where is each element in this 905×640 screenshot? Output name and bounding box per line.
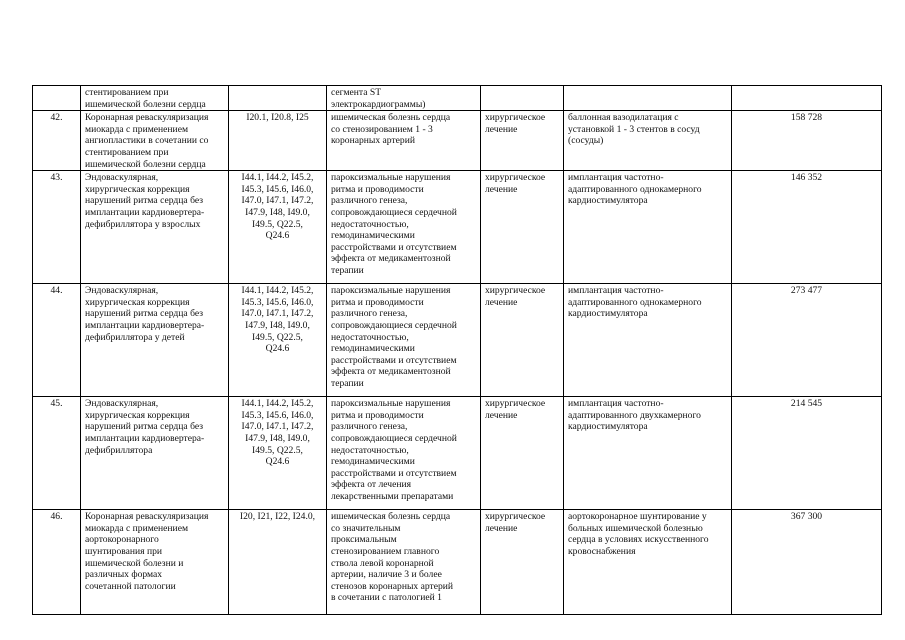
patient-model-line: ритма и проводимости — [331, 183, 424, 195]
treatment-method-cell — [564, 171, 732, 284]
treatment-method-line: имплантация частотно- — [568, 172, 664, 184]
row-number-cell — [33, 86, 81, 111]
treatment-method-line: имплантация частотно- — [568, 398, 664, 410]
icd-codes-line: I47.0, I47.1, I47.2, — [241, 195, 314, 207]
patient-model-cell — [327, 171, 481, 284]
medical-services-table — [32, 85, 882, 615]
patient-model-line: пароксизмальные нарушения — [331, 398, 451, 410]
patient-model-line: расстройствами и отсутствием — [331, 241, 457, 253]
patient-model-line: гемодинамическими — [331, 230, 415, 242]
treatment-method-line: кровоснабжения — [568, 545, 636, 557]
table-row — [33, 86, 882, 111]
icd-codes-line: I44.1, I44.2, I45.2, — [241, 285, 314, 297]
patient-model-line: эффекта от медикаментозной — [331, 366, 451, 378]
service-name-line: Коронарная реваскуляризация — [85, 511, 209, 523]
treatment-type-line: лечение — [485, 522, 518, 534]
treatment-type-line: лечение — [485, 183, 518, 195]
row-number-text: 43. — [50, 172, 63, 184]
service-name-line: сочетанной патологии — [85, 580, 176, 592]
table-row — [33, 510, 882, 615]
icd-codes-cell — [229, 86, 327, 111]
treatment-method-cell — [564, 284, 732, 397]
icd-codes-line: I45.3, I45.6, I46.0, — [241, 409, 314, 421]
service-name-line: стентированием при — [85, 87, 169, 98]
treatment-method-cell — [564, 86, 732, 111]
service-name-cell — [81, 397, 229, 510]
service-name-line: ангиопластики в сочетании со — [85, 135, 209, 147]
treatment-method-line: адаптированного двухкамерного — [568, 409, 701, 421]
patient-model-line: в сочетании с патологией 1 — [331, 592, 442, 604]
service-name-line: имплантации кардиовертера- — [85, 206, 205, 218]
service-name-line: миокарда с применением — [85, 123, 189, 135]
patient-model-line: эффекта от медикаментозной — [331, 253, 451, 265]
service-name-line: имплантации кардиовертера- — [85, 319, 205, 331]
cost-cell — [732, 171, 882, 284]
patient-model-line: ишемическая болезнь сердца — [331, 511, 451, 523]
cost-cell — [732, 86, 882, 111]
cost-cell — [732, 397, 882, 510]
treatment-method-line: адаптированного однокамерного — [568, 183, 702, 195]
service-name-line: Эндоваскулярная, — [85, 172, 159, 184]
treatment-method-line: кардиостимулятора — [568, 308, 648, 320]
treatment-type-line: лечение — [485, 123, 518, 135]
service-name-line: стентированием при — [85, 146, 169, 158]
service-name-line: хирургическая коррекция — [85, 183, 190, 195]
service-name-line: хирургическая коррекция — [85, 409, 190, 421]
icd-codes-cell — [229, 111, 327, 171]
treatment-type-line: хирургическое — [485, 511, 546, 523]
icd-codes-line: Q24.6 — [265, 230, 290, 242]
treatment-method-line: кардиостимулятора — [568, 195, 648, 207]
patient-model-line: стенозированием главного — [331, 545, 440, 557]
service-name-line: ишемической болезни и — [85, 557, 184, 569]
treatment-method-line: адаптированного однокамерного — [568, 296, 702, 308]
service-name-line: Эндоваскулярная, — [85, 398, 159, 410]
icd-codes-line: I20, I21, I22, I24.0, — [239, 511, 316, 523]
row-number-cell — [33, 397, 81, 510]
patient-model-line: различного генеза, — [331, 421, 408, 433]
patient-model-line: пароксизмальные нарушения — [331, 172, 451, 184]
patient-model-line: недостаточностью, — [331, 331, 409, 343]
treatment-type-line: лечение — [485, 296, 518, 308]
patient-model-line: расстройствами и отсутствием — [331, 467, 457, 479]
patient-model-line: проксимальным — [331, 534, 397, 546]
patient-model-line: эффекта от лечения — [331, 479, 412, 491]
table-row — [33, 397, 882, 510]
patient-model-line: лекарственными препаратами — [331, 490, 454, 502]
row-number-text: 46. — [50, 511, 63, 523]
service-name-cell — [81, 171, 229, 284]
service-name-line: дефибриллятора — [85, 444, 153, 456]
treatment-type-cell — [481, 86, 564, 111]
treatment-method-line: установкой 1 - 3 стентов в сосуд — [568, 123, 700, 135]
row-number-cell — [33, 111, 81, 171]
patient-model-line: различного генеза, — [331, 195, 408, 207]
treatment-method-line: (сосуды) — [568, 135, 604, 147]
treatment-method-line: баллонная вазодилатация с — [568, 112, 679, 124]
treatment-type-line: хирургическое — [485, 112, 546, 124]
cost-cell — [732, 284, 882, 397]
row-number-cell — [33, 284, 81, 397]
service-name-cell — [81, 111, 229, 171]
service-name-line: нарушений ритма сердца без — [85, 195, 203, 207]
patient-model-line: терапии — [331, 377, 364, 389]
row-number-text: 45. — [50, 398, 63, 410]
patient-model-cell — [327, 510, 481, 615]
service-name-line: различных формах — [85, 569, 163, 581]
service-name-cell — [81, 86, 229, 111]
treatment-type-cell — [481, 111, 564, 171]
row-number-text: 42. — [50, 112, 63, 124]
service-name-line: ишемической болезни сердца — [85, 158, 206, 170]
icd-codes-line: I47.0, I47.1, I47.2, — [241, 421, 314, 433]
treatment-type-cell — [481, 284, 564, 397]
service-name-line: дефибриллятора у взрослых — [85, 218, 201, 230]
icd-codes-line: I49.5, Q22.5, — [252, 331, 303, 343]
patient-model-line: гемодинамическими — [331, 456, 415, 468]
patient-model-line: расстройствами и отсутствием — [331, 354, 457, 366]
icd-codes-line: I44.1, I44.2, I45.2, — [241, 172, 314, 184]
treatment-method-line: больных ишемической болезнью — [568, 522, 703, 534]
patient-model-line: пароксизмальные нарушения — [331, 285, 451, 297]
patient-model-line: ишемическая болезнь сердца — [331, 112, 451, 124]
table-row — [33, 111, 882, 171]
row-number-text: 44. — [50, 285, 63, 297]
patient-model-line: сопровождающиеся сердечной — [331, 319, 457, 331]
patient-model-line: сопровождающиеся сердечной — [331, 432, 457, 444]
cost-text: 273 477 — [790, 285, 823, 297]
service-name-line: Эндоваскулярная, — [85, 285, 159, 297]
patient-model-line: со значительным — [331, 522, 401, 534]
service-name-line: дефибриллятора у детей — [85, 331, 185, 343]
treatment-type-cell — [481, 171, 564, 284]
service-name-cell — [81, 284, 229, 397]
cost-cell — [732, 510, 882, 615]
cost-text: 367 300 — [790, 511, 823, 523]
treatment-type-cell — [481, 397, 564, 510]
icd-codes-line: I20.1, I20.8, I25 — [246, 112, 309, 124]
patient-model-cell — [327, 284, 481, 397]
icd-codes-cell — [229, 510, 327, 615]
icd-codes-line: I49.5, Q22.5, — [252, 444, 303, 456]
table-row — [33, 171, 882, 284]
icd-codes-line: I49.5, Q22.5, — [252, 218, 303, 230]
cost-cell — [732, 111, 882, 171]
cost-text: 158 728 — [790, 112, 823, 124]
service-name-line: Коронарная реваскуляризация — [85, 112, 209, 124]
patient-model-cell — [327, 111, 481, 171]
service-name-cell — [81, 510, 229, 615]
service-name-line: хирургическая коррекция — [85, 296, 190, 308]
icd-codes-line: Q24.6 — [265, 456, 290, 468]
patient-model-line: сопровождающиеся сердечной — [331, 206, 457, 218]
patient-model-cell — [327, 86, 481, 111]
patient-model-line: ритма и проводимости — [331, 296, 424, 308]
icd-codes-line: I44.1, I44.2, I45.2, — [241, 398, 314, 410]
patient-model-line: со стенозированием 1 - 3 — [331, 123, 433, 135]
patient-model-line: терапии — [331, 264, 364, 276]
table-body — [33, 86, 882, 615]
treatment-method-line: кардиостимулятора — [568, 421, 648, 433]
treatment-method-line: сердца в условиях искусственного — [568, 534, 709, 546]
row-number-cell — [33, 171, 81, 284]
icd-codes-line: I47.0, I47.1, I47.2, — [241, 308, 314, 320]
icd-codes-line: I45.3, I45.6, I46.0, — [241, 296, 314, 308]
cost-text: 214 545 — [790, 398, 823, 410]
patient-model-line: недостаточностью, — [331, 444, 409, 456]
patient-model-line: недостаточностью, — [331, 218, 409, 230]
patient-model-line: ствола левой коронарной — [331, 557, 434, 569]
service-name-line: шунтирования при — [85, 545, 163, 557]
service-name-line: имплантации кардиовертера- — [85, 432, 205, 444]
patient-model-line: электрокардиограммы) — [331, 98, 426, 110]
icd-codes-cell — [229, 397, 327, 510]
patient-model-line: сегмента ST — [331, 87, 382, 98]
icd-codes-cell — [229, 171, 327, 284]
icd-codes-line: Q24.6 — [265, 343, 290, 355]
cost-text: 146 352 — [790, 172, 823, 184]
treatment-type-line: хирургическое — [485, 398, 546, 410]
patient-model-line: различного генеза, — [331, 308, 408, 320]
patient-model-line: артерии, наличие 3 и более — [331, 569, 442, 581]
patient-model-line: стенозов коронарных артерий — [331, 580, 454, 592]
treatment-method-cell — [564, 111, 732, 171]
service-name-line: ишемической болезни сердца — [85, 98, 206, 110]
service-name-line: аортокоронарного — [85, 534, 159, 546]
service-name-line: нарушений ритма сердца без — [85, 421, 203, 433]
table-row — [33, 284, 882, 397]
icd-codes-line: I45.3, I45.6, I46.0, — [241, 183, 314, 195]
icd-codes-line: I47.9, I48, I49.0, — [245, 432, 310, 444]
service-name-line: миокарда с применением — [85, 522, 189, 534]
patient-model-line: ритма и проводимости — [331, 409, 424, 421]
service-name-line: нарушений ритма сердца без — [85, 308, 203, 320]
treatment-type-cell — [481, 510, 564, 615]
treatment-type-line: хирургическое — [485, 172, 546, 184]
patient-model-line: гемодинамическими — [331, 343, 415, 355]
patient-model-line: коронарных артерий — [331, 135, 415, 147]
icd-codes-line: I47.9, I48, I49.0, — [245, 319, 310, 331]
treatment-method-line: имплантация частотно- — [568, 285, 664, 297]
icd-codes-line: I47.9, I48, I49.0, — [245, 206, 310, 218]
treatment-method-line: аортокоронарное шунтирование у — [568, 511, 707, 523]
patient-model-cell — [327, 397, 481, 510]
treatment-type-line: лечение — [485, 409, 518, 421]
treatment-method-cell — [564, 510, 732, 615]
treatment-type-line: хирургическое — [485, 285, 546, 297]
icd-codes-cell — [229, 284, 327, 397]
treatment-method-cell — [564, 397, 732, 510]
row-number-cell — [33, 510, 81, 615]
